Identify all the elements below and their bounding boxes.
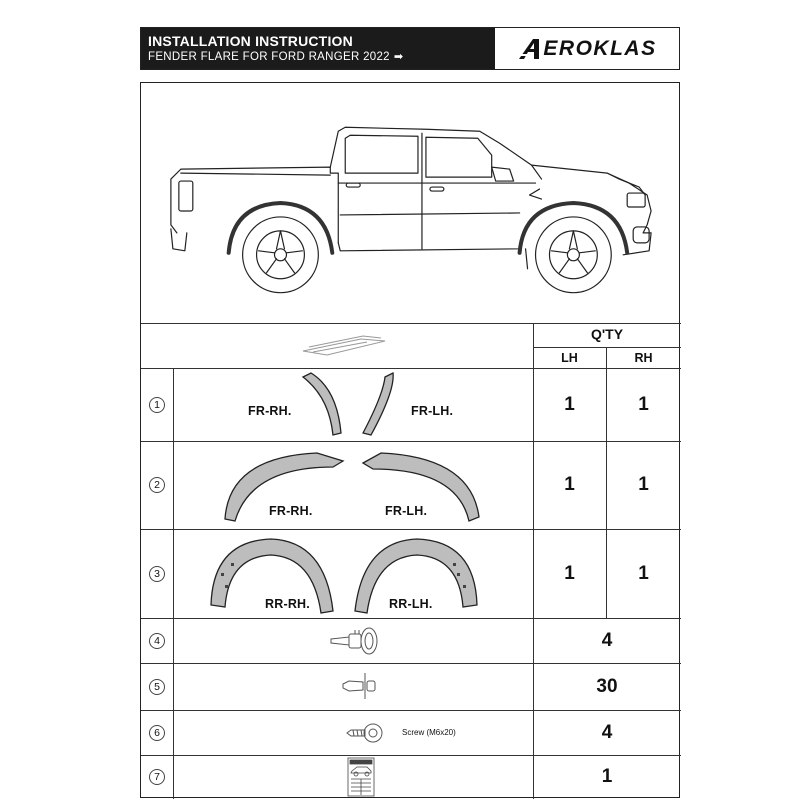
push-clip — [329, 625, 389, 657]
part-label: FR-LH. — [411, 404, 454, 418]
qty-lh: 1 — [564, 393, 575, 415]
part-label: FR-RH. — [248, 404, 292, 418]
header-title-block — [141, 28, 495, 69]
qty-lh: 1 — [564, 562, 575, 584]
row-number: 4 — [149, 633, 165, 649]
row-5-number-cell — [141, 663, 173, 710]
instruction-sheet-icon — [347, 757, 375, 797]
instruction-sheet — [140, 82, 680, 798]
qty-total: 30 — [596, 675, 618, 697]
screw — [345, 719, 385, 747]
part-label: RR-LH. — [389, 597, 433, 611]
row-4-number-cell — [141, 618, 173, 663]
row-number: 1 — [149, 397, 165, 413]
qty-total: 1 — [601, 766, 613, 787]
fender-flare — [207, 533, 483, 617]
document-subtitle — [148, 49, 495, 65]
row-2-number-cell — [141, 441, 173, 529]
fender-flare — [301, 371, 401, 439]
aeroklas-logo-icon — [519, 39, 545, 59]
qty-lh: 1 — [564, 474, 575, 495]
qty-header: Q'TY — [590, 326, 624, 342]
table-top-border — [141, 323, 681, 324]
part-label: RR-RH. — [265, 597, 310, 611]
row-1-number-cell — [141, 368, 173, 441]
row-number: 7 — [149, 769, 165, 785]
document-header — [140, 27, 680, 70]
part-label: Screw (M6x20) — [402, 728, 456, 737]
row-number: 2 — [149, 477, 165, 493]
push-rivet — [341, 671, 381, 701]
brand-name: EROKLAS — [543, 36, 657, 60]
row-3-number-cell — [141, 529, 173, 618]
truck-illustration — [141, 83, 679, 323]
document-title: INSTALLATION INSTRUCTION — [148, 33, 353, 49]
rh-header: RH — [634, 351, 653, 365]
product-name: FENDER FLARE FOR FORD RANGER 2022 — [148, 51, 390, 63]
part-label: FR-LH. — [385, 504, 428, 518]
qty-rh: 1 — [638, 393, 649, 415]
qty-subheader-line — [533, 347, 681, 348]
flare-outline-illustration — [301, 333, 387, 357]
qty-total: 4 — [601, 721, 613, 743]
row-number: 5 — [149, 679, 165, 695]
qty-rh: 1 — [638, 474, 649, 495]
qty-total: 4 — [601, 629, 613, 651]
row-number: 3 — [149, 566, 165, 582]
row-7-number-cell — [141, 755, 173, 799]
row-6-number-cell — [141, 710, 173, 755]
row-number: 6 — [149, 725, 165, 741]
lh-header: LH — [561, 351, 578, 365]
part-label: FR-RH. — [269, 504, 313, 518]
fender-flare — [221, 447, 485, 527]
number-column-line — [173, 368, 174, 799]
arrow-right-icon: ➡ — [393, 51, 404, 63]
brand-logo — [495, 28, 681, 69]
qty-rh: 1 — [638, 562, 649, 584]
